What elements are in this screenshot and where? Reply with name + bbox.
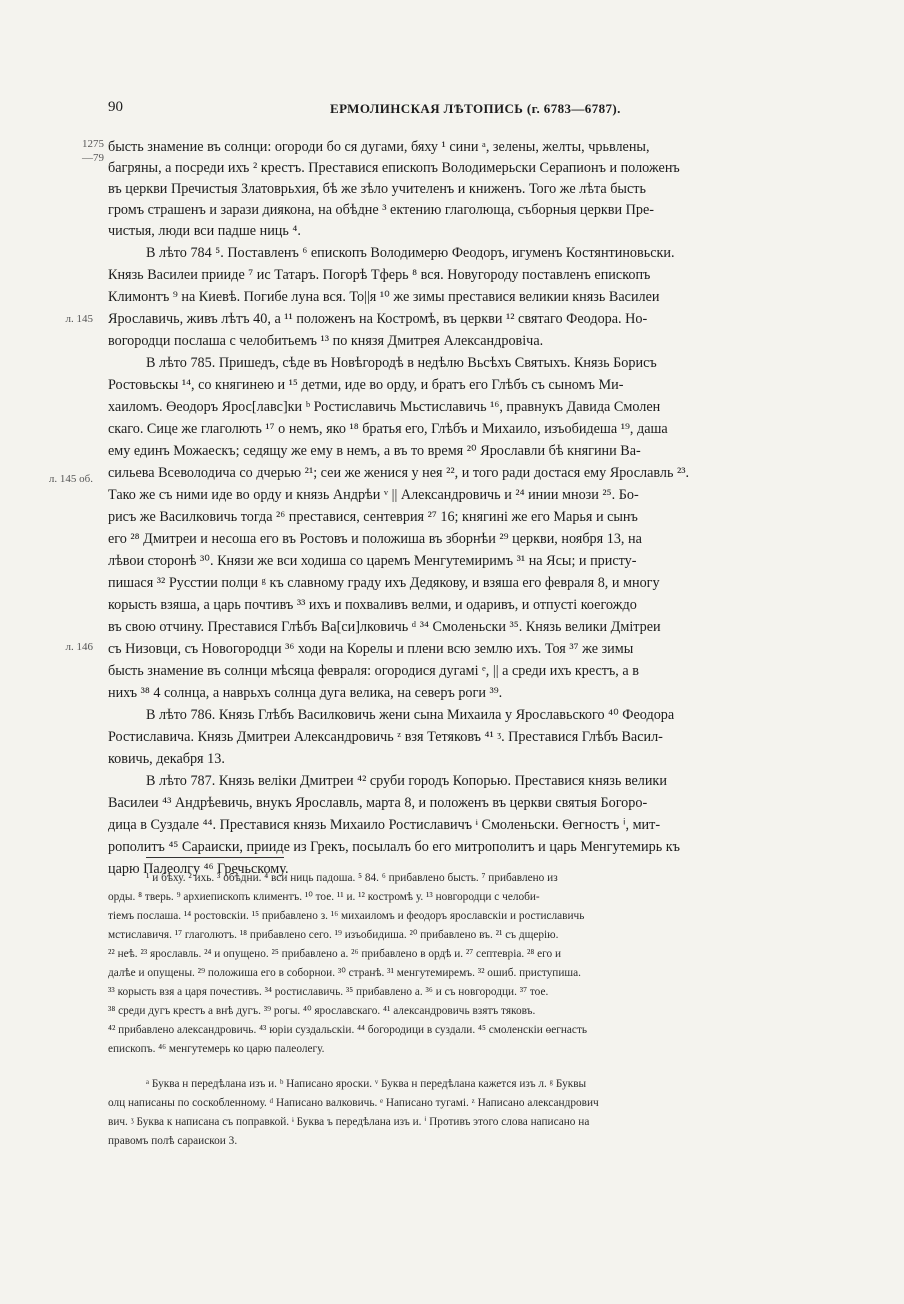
footnote-divider (146, 857, 284, 858)
body-line: В лѣто 786. Князь Глѣбъ Василковичь жени сына Михаила у Ярославьского ⁴⁰ Феодора (146, 707, 675, 723)
body-line: его ²⁸ Дмитреи и несоша его въ Ростовъ и положиша въ зборнѣи ²⁹ церкви, ноября 13, на (108, 531, 642, 547)
body-line: вогородци послаша с челобитьемъ ¹³ по князя Дмитрея Александровiча. (108, 333, 544, 349)
margin-folio-note: л. 145 (65, 313, 93, 325)
footnote-line: ⁴² прибавлено александровичь. ⁴³ юріи суздальскiи. ⁴⁴ богородици в суздали. ⁴⁵ смоленскiи өегнасть (108, 1024, 588, 1036)
body-line: В лѣто 787. Князь велiки Дмитреи ⁴² сруби городъ Копорью. Преставися князь велики (146, 773, 667, 789)
running-title: ЕРМОЛИНСКАЯ ЛѢТОПИСЬ (г. 6783—6787). (330, 101, 621, 116)
body-line: рисъ же Василковичь тогда ²⁶ преставися, сентевриᴙ ²⁷ 16; княгинi же его Марья и сынъ (108, 509, 638, 525)
page-number: 90 (108, 99, 123, 115)
body-line: Василеи ⁴³ Андрѣевичь, внукъ Ярославль, марта 8, и положенъ въ церкви святыя Богоро- (108, 795, 648, 811)
body-line: царю Палеолгу ⁴⁶ Гречьскому. (108, 861, 289, 877)
body-line: Ростовьскы ¹⁴, со княгинею и ¹⁵ детми, иде во орду, и братъ его Глѣбъ съ сыномъ Ми- (108, 377, 624, 393)
letter-footnote-line: вич. ᶾ Буква к написана съ поправкой. ᶤ Буква ъ передѣлана изъ и. ⁱ Противъ этого слова написано на (108, 1116, 590, 1128)
body-line: нихъ ³⁸ 4 солнца, а наврьхъ солнца дуга велика, на северъ роги ³⁹. (108, 685, 503, 701)
body-line: багряны, а посреди ихъ ² крестъ. Преставися епископъ Володимерьски Серапионъ и положенъ (108, 160, 680, 176)
body-line: громъ страшенъ и зарази диякона, на обѣдне ³ ектению глаголюща, съборныя церкви Пре- (108, 202, 655, 218)
letter-footnote-line: правомъ полѣ сараискои 3. (108, 1135, 238, 1147)
body-line: Тако же съ ними иде во орду и князь Андрѣи ᵛ || Александровичь и ²⁴ инии мнози ²⁵. Бо- (108, 487, 639, 503)
footnote-line: ³³ корысть взя а царя почестивъ. ³⁴ ростиславичь. ³⁵ прибавлено а. ³⁶ и съ новгородци. ³⁷ тое. (108, 986, 549, 998)
body-line: Князь Василеи приидe ⁷ ис Татаръ. Погорѣ Тферь ⁸ вся. Новугороду поставленъ епископъ (108, 267, 651, 283)
margin-folio-note: л. 145 об. (48, 473, 93, 485)
footnote-line: далѣе и опущены. ²⁹ положиша его в соборнои. ³⁰ странѣ. ³¹ менгутемиремъ. ³² ошиб. приступиша. (108, 967, 581, 979)
body-line: ему единъ Можаескъ; седящу же ему в немъ, а въ то время ²⁰ Ярославли бѣ княгини Ва- (108, 443, 641, 459)
footnote-line: ³⁸ среди дугъ крестъ а внѣ дугъ. ³⁹ рогы. ⁴⁰ ярославскаго. ⁴¹ александровичь взятъ тяковъ. (108, 1005, 536, 1017)
body-line: В лѣто 785. Пришедъ, сѣде въ Новѣгородѣ в недѣлю Вьсѣхъ Святыхъ. Князь Борисъ (146, 355, 657, 371)
body-line: ковичь, декабря 13. (108, 751, 225, 767)
body-line: рополитъ ⁴⁵ Сараиски, прииде из Грекъ, посылалъ бо его митрополитъ и царь Менгутемирь къ (108, 839, 680, 855)
margin-folio-note: л. 146 (65, 641, 93, 653)
footnote-line: ¹ и бѣху. ² ихь. ³ обѣдни. ⁴ вси ниць падоша. ⁵ 84. ⁶ прибавлено бысть. ⁷ прибавлено из (146, 872, 558, 884)
letter-footnote-line: олц написаны по соскобленному. ᵈ Написано валковичь. ᵉ Написано тугамі. ᶻ Написано александрович (108, 1097, 599, 1109)
body-line: корысть взяша, а царь почтивъ ³³ ихъ и похваливъ велми, и одаривъ, и отпусті коегождо (108, 597, 637, 613)
footnote-line: орды. ⁸ тверь. ⁹ архиепископъ климентъ. ¹⁰ тое. ¹¹ и. ¹² костромѣ у. ¹³ новгородци с челоби- (108, 891, 540, 903)
letter-footnote-line: ᵃ Буква н передѣлана изъ и. ᵇ Написано яроски. ᵛ Буква н передѣлана кажется изъ л. ᵍ Буквы (146, 1078, 587, 1090)
footnote-line: ²² неѣ. ²³ ярославль. ²⁴ и опущено. ²⁵ прибавлено а. ²⁶ прибавлено в ордѣ и. ²⁷ септевріа. ²⁸ его и (108, 948, 562, 960)
footnote-line: тiемъ послаша. ¹⁴ ростовскiи. ¹⁵ прибавлено з. ¹⁶ михаиломъ и феодоръ ярославскiи и ростиславичь (108, 910, 585, 922)
body-line: въ церкви Пречистыя Златоврьхия, бѣ же зѣло учителенъ и книженъ. Того же лѣта бысть (108, 181, 646, 197)
body-line: бысть знамение въ солнци: огороди бо ся дугами, бяху ¹ сини ᵃ, зелены, желты, чрьвлены, (108, 139, 650, 155)
body-line: хаиломъ. Өеодоръ Ярос[лавс]ки ᵇ Ростиславичь Мьстиславичь ¹⁶, правнукъ Давида Смолен (108, 399, 661, 415)
body-line: Ростиславича. Князь Дмитреи Александровичь ᶻ взя Тетяковъ ⁴¹ ᶾ. Преставися Глѣбъ Васил- (108, 729, 663, 745)
footnote-line: мстиславичя. ¹⁷ глаголютъ. ¹⁸ прибавлено сего. ¹⁹ изъобидиша. ²⁰ прибавлено въ. ²¹ съ дщерiю. (108, 929, 559, 941)
body-line: лѣвои сторонѣ ³⁰. Князи же вси ходиша со царемъ Менгутемиримъ ³¹ на Ясы; и присту- (108, 553, 637, 569)
margin-year-note: 1275 (82, 138, 104, 150)
body-line: бысть знамение въ солнци мѣсяца февраля: огородися дугамі ᵉ, || а среди ихъ крестъ, а в (108, 663, 639, 679)
body-line: въ свою отчину. Преставися Глѣбъ Ва[си]лковичь ᵈ ³⁴ Смоленьски ³⁵. Князь велики Дмітреи (108, 619, 661, 635)
body-line: съ Низовци, съ Новогородци ³⁶ ходи на Корелы и плени всю землю ихъ. Тоя ³⁷ же зимы (108, 641, 634, 657)
footnote-line: епископъ. ⁴⁶ менгутемерь ко царю палеолегу. (108, 1043, 325, 1055)
body-line: сильева Всеволодича со дчерью ²¹; сеи же женися у нея ²², и того ради достася ему Ярославль ²³. (108, 465, 690, 481)
body-line: Климонтъ ⁹ на Киевѣ. Погибе луна вся. То||я ¹⁰ же зимы преставися великии князь Василеи (108, 289, 660, 305)
body-line: скаго. Сице же глаголють ¹⁷ о немъ, яко ¹⁸ братья его, Глѣбъ и Михаило, изъобидеша ¹⁹, даша (108, 421, 668, 437)
body-line: дица в Суздале ⁴⁴. Преставися князь Михаило Ростиславичъ ᶤ Смоленьски. Өегностъ ⁱ, мит- (108, 817, 661, 833)
margin-year-note: —79 (82, 152, 104, 164)
body-line: пишася ³² Русстии полци ᵍ къ славному граду ихъ Дедякову, и взяша его февраля 8, и многу (108, 575, 660, 591)
body-line: чистыя, люди вси падше ниць ⁴. (108, 223, 301, 239)
body-line: Ярославичь, живъ лѣтъ 40, а ¹¹ положенъ на Костромѣ, въ церкви ¹² святаго Феодора. Но- (108, 311, 648, 327)
body-line: В лѣто 784 ⁵. Поставленъ ⁶ епископъ Володимерю Феодоръ, игуменъ Костянтиновьски. (146, 245, 675, 261)
